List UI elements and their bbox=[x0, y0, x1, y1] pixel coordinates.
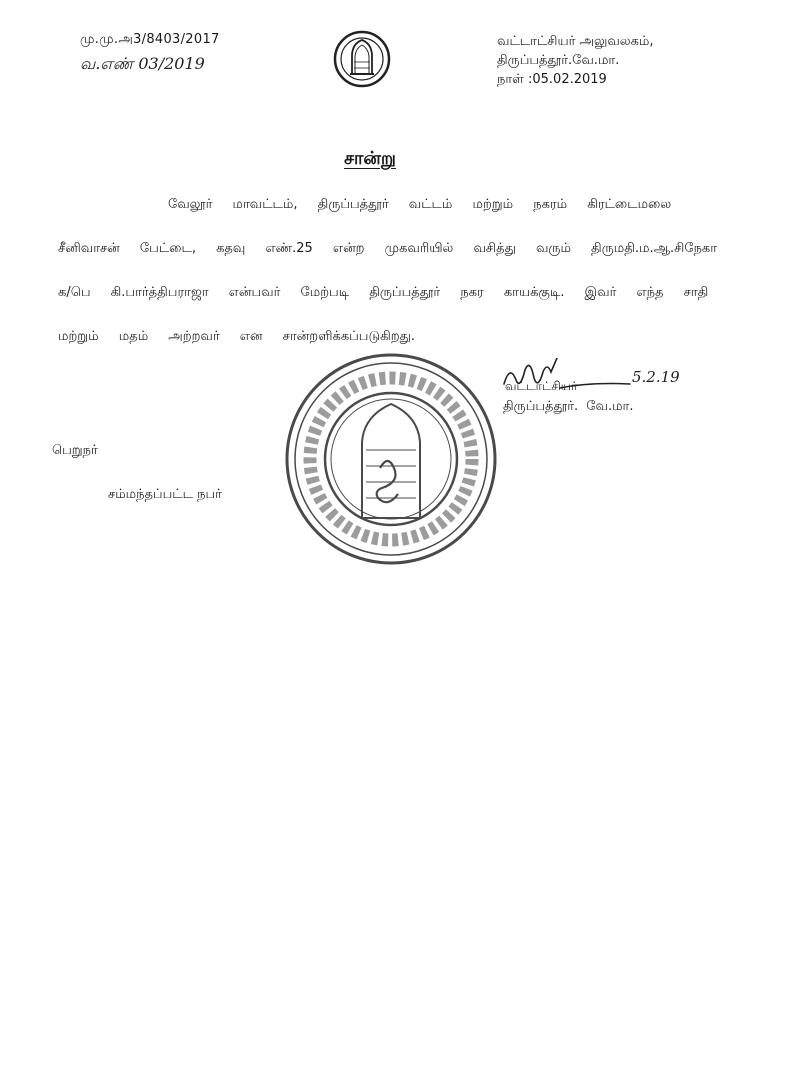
certificate-paragraph: வேலூர் மாவட்டம், திருப்பத்தூர் வட்டம் மற்றும் நகரம் கிரட்டைமலை சீனிவாசன் பேட்டை, கதவு எண்.25 என்ற முகவரியில் வசித்து வரும் திருமதி.ம.ஆ.சிநேகா க/பெ கி.பார்த்திபராஜா என்பவர் மேற்படி திருப்பத்தூர் நகர காயக்குடி. இவர் எந்த சாதி மற்றும் மதம் அற்றவர் என சான்றளிக்கப்படுகிறது. bbox=[58, 197, 718, 344]
reference-number: மு.மு.அ3/8403/2017 bbox=[80, 32, 220, 47]
document-date: நாள் :05.02.2019 bbox=[497, 72, 607, 87]
recipient-name: சம்மந்தப்பட்ட நபர் bbox=[108, 487, 222, 502]
recipient-label: பெறுநர் bbox=[52, 443, 98, 458]
handwritten-reference: வ.எண் 03/2019 bbox=[80, 54, 205, 73]
signatory-place: திருப்பத்தூர். வே.மா. bbox=[503, 399, 634, 414]
document-title: சான்று bbox=[344, 148, 396, 169]
office-seal bbox=[282, 350, 500, 568]
office-name: வட்டாட்சியர் அலுவலகம், bbox=[497, 34, 654, 49]
office-address-block bbox=[497, 32, 654, 89]
office-location: திருப்பத்தூர்.வே.மா. bbox=[497, 53, 620, 68]
signatory-designation: வட்டாட்சியர் bbox=[505, 379, 578, 393]
tamilnadu-emblem-icon bbox=[333, 28, 391, 90]
signature-block bbox=[503, 379, 634, 415]
signature-date: 5.2.19 bbox=[632, 368, 680, 386]
